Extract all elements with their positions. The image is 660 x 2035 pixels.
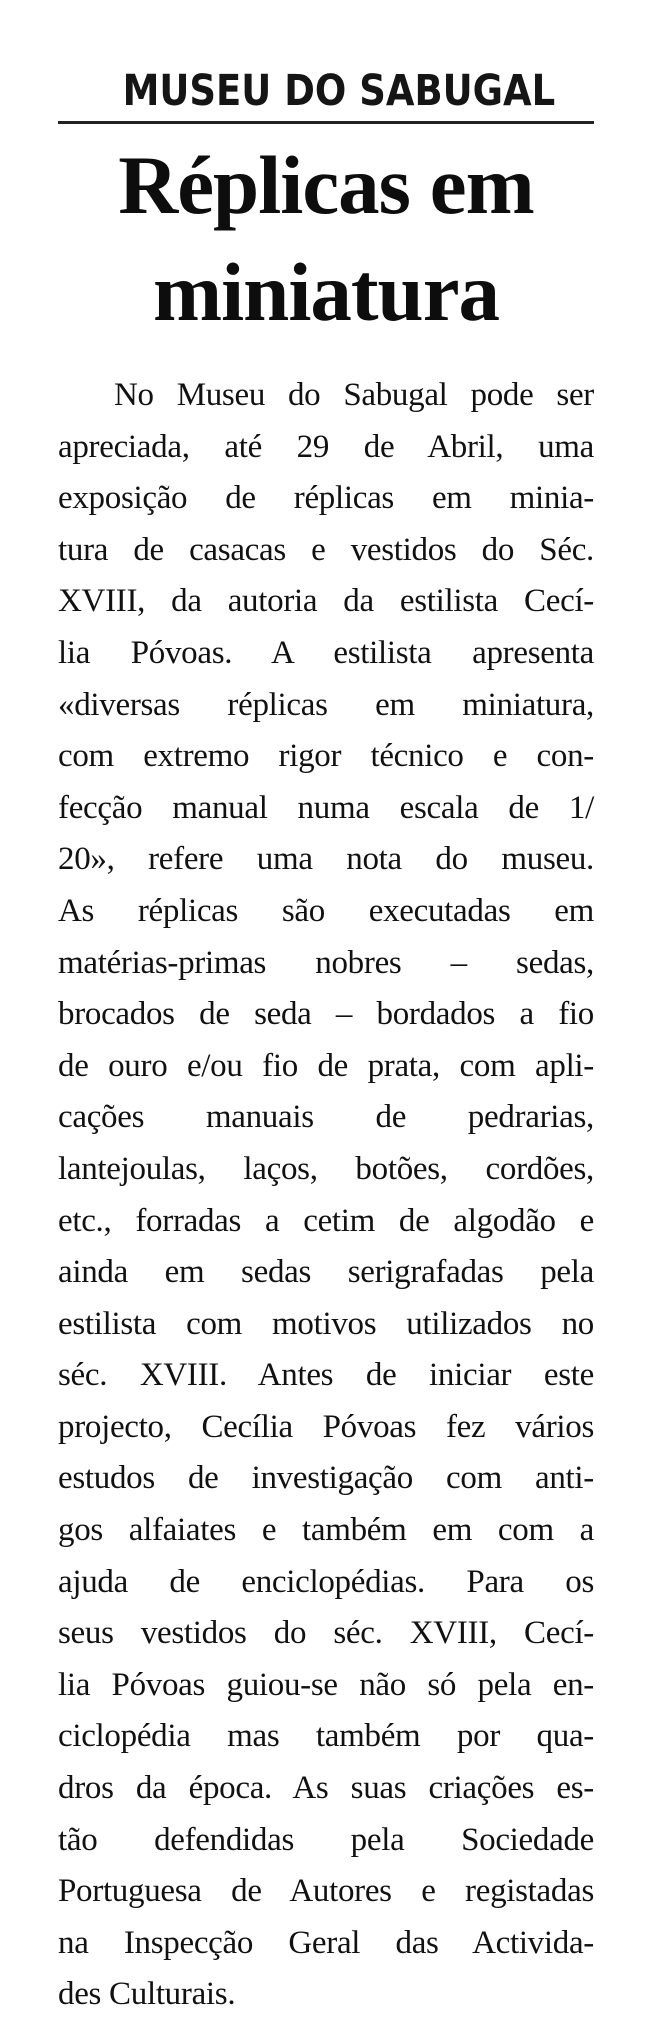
body-line: lia Póvoas. A estilista apresenta bbox=[58, 634, 594, 671]
body-line: com extremo rigor técnico e con- bbox=[58, 738, 594, 775]
body-line: matérias-primas nobres – sedas, bbox=[58, 944, 594, 981]
body-line: etc., forradas a cetim de algodão e bbox=[58, 1202, 594, 1239]
body-line: na Inspecção Geral das Activida- bbox=[58, 1924, 594, 1961]
body-line: gos alfaiates e também em com a bbox=[58, 1512, 594, 1549]
body-line: ciclopédia mas também por qua- bbox=[58, 1718, 594, 1755]
body-line: «diversas réplicas em miniatura, bbox=[58, 686, 594, 723]
body-line: des Culturais. bbox=[58, 1976, 236, 2013]
newspaper-clipping bbox=[58, 52, 594, 2013]
body-line: 20», refere uma nota do museu. bbox=[58, 841, 594, 878]
body-line: cações manuais de pedrarias, bbox=[58, 1099, 594, 1136]
body-line: ajuda de enciclopédias. Para os bbox=[58, 1563, 594, 1600]
body-line: As réplicas são executadas em bbox=[58, 892, 594, 929]
body-line: tura de casacas e vestidos do Séc. bbox=[58, 531, 594, 568]
article-body bbox=[58, 370, 594, 2021]
body-line: seus vestidos do séc. XVIII, Cecí- bbox=[58, 1615, 594, 1652]
body-line: projecto, Cecília Póvoas fez vários bbox=[58, 1408, 594, 1445]
body-line: exposição de réplicas em minia- bbox=[58, 480, 594, 517]
body-line: séc. XVIII. Antes de iniciar este bbox=[58, 1357, 594, 1394]
kicker-rule bbox=[58, 121, 594, 124]
body-line: lantejoulas, laços, botões, cordões, bbox=[58, 1150, 594, 1187]
body-line: de ouro e/ou fio de prata, com apli- bbox=[58, 1047, 594, 1084]
body-line: No Museu do Sabugal pode ser bbox=[114, 377, 594, 413]
body-line: apreciada, até 29 de Abril, uma bbox=[58, 428, 594, 465]
headline-line: miniatura bbox=[152, 246, 500, 338]
section-kicker: MUSEU DO SABUGAL bbox=[122, 66, 556, 116]
body-line: fecção manual numa escala de 1/ bbox=[58, 789, 594, 826]
headline bbox=[58, 132, 594, 346]
body-line: dros da época. As suas criações es- bbox=[58, 1770, 594, 1807]
body-line: brocados de seda – bordados a fio bbox=[58, 996, 594, 1033]
body-line: estilista com motivos utilizados no bbox=[58, 1305, 594, 1342]
body-line: tão defendidas pela Sociedade bbox=[58, 1821, 594, 1858]
body-line: ainda em sedas serigrafadas pela bbox=[58, 1254, 594, 1291]
body-line: Portuguesa de Autores e registadas bbox=[58, 1873, 594, 1910]
body-line: lia Póvoas guiou-se não só pela en- bbox=[58, 1666, 594, 1703]
headline-line: Réplicas em bbox=[118, 139, 534, 231]
body-line: estudos de investigação com anti- bbox=[58, 1460, 594, 1497]
body-line: XVIII, da autoria da estilista Cecí- bbox=[58, 583, 594, 620]
